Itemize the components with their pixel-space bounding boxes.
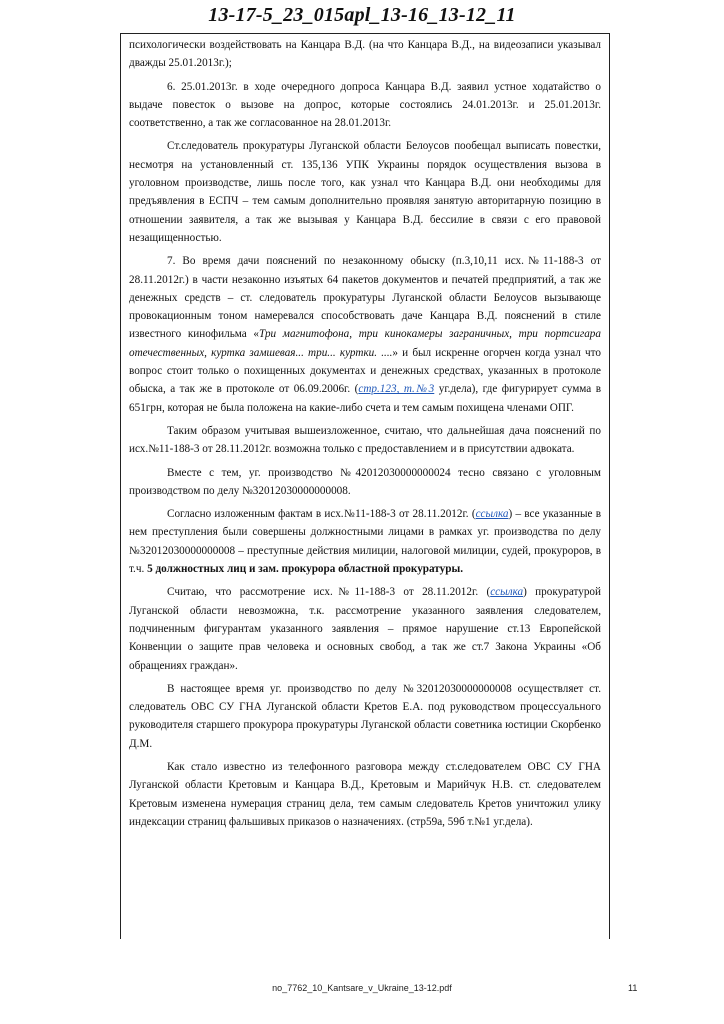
paragraph-item-7-text-c: уг.дела), где фигурирует сумма в 651грн, которая не была положена на какие-либо счета и тем самым похищена членами ОПГ. [129,383,601,414]
page-number: 11 [628,983,638,993]
paragraph-item-7-text-b: » и был искренне огорчен когда узнал что вопрос стоит только о похищенных документах и денежных средствах, указанных в протоколе обыска, а так же в протоколе от 06.09.2006г. ( [129,346,601,396]
paragraph-investigator: В настоящее время уг. производство по делу №32012030000000008 осуществляет ст. следователь ОВС СУ ГНА Луганской области Кретов Е.А. под руководством процессуального руководителя старшего прокурора прокуратуры Луганской области советника юстиции Скорбенко Д.М. [129,682,601,750]
officials-emphasis: 5 должностных лиц и зам. прокурора областной прокуратуры. [147,563,464,576]
paragraph-summons: Ст.следователь прокуратуры Луганской области Белоусов пообещал выписать повестки, несмотря на установленный ст. 135,136 УПК Украины порядок осуществления вызова в уголовном производстве, лишь после того, как узнал что Канцара В.Д. они необходимы для предъявления в ЕСПЧ – тем самым дополнительно проявляя занятую авторитарную позицию в отношении заявителя, а так же вызывая у Канцара В.Д. бессилие в связи с его правовой незащищенностью. [129,140,601,244]
document-header-title: 13-17-5_23_015apl_13-16_13-12_11 [208,4,516,26]
reference-link-2[interactable]: ссылка [490,586,524,599]
paragraph-item-6: 6. 25.01.2013г. в ходе очередного допроса Канцара В.Д. заявил устное ходатайство о выдаче повесток о вызове на допрос, которые состоялись 24.01.2013г. и 25.01.2013г. соответственно, а так же согласованное на 28.01.2013г. [129,80,601,130]
footer-filename: no_7762_10_Kantsare_v_Ukraine_13-12.pdf [272,983,452,993]
paragraph-phone-call: Как стало известно из телефонного разговора между ст.следователем ОВС СУ ГНА Луганской области Кретовым и Канцара В.Д., Кретовым и Марийчук Н.В. ст. следователем Кретовым изменена нумерация страниц дела, тем самым следователь Кретов уничтожил улику индексации страниц фальшивых приказов о назначениях. (стр59а, 59б т.№1 уг.дела). [129,760,601,828]
paragraph-consideration-text-a: Считаю, что рассмотрение исх.№11-188-3 от 28.11.2012г. ( [167,586,491,599]
paragraph-facts [129,505,601,578]
film-quote: Три магнитофона, три кинокамеры заграничных, три портсигара отечественных, куртка замшевая... три... куртки. .... [129,328,601,359]
paragraph-conclusion: Таким образом учитывая вышеизложенное, считаю, что дальнейшая дача пояснений по исх.№11-188-3 от 28.11.2012г. возможна только с предоставлением и в присутствии адвоката. [129,424,601,456]
paragraph-consideration-text-b: ) прокуратурой Луганской области невозможна, т.к. рассмотрение указанного заявления следователем, подчиненным фигурантам указанного заявления – прямое нарушение ст.13 Европейской Конвенции о защите прав человека и основных свобод, а так же ст.7 Закона Украины «Об обращениях граждан». [129,586,602,672]
case-page-link[interactable]: стр.123, т.№3 [358,383,435,396]
reference-link-1[interactable]: ссылка [475,508,509,521]
paragraph-item-7 [129,252,601,417]
paragraph-facts-text-a: Согласно изложенным фактам в исх.№11-188-3 от 28.11.2012г. ( [167,508,476,521]
document-body [129,36,601,836]
paragraph-related-case: Вместе с тем, уг. производство №42012030000000024 тесно связано с уголовным производством по делу №32012030000000008. [129,466,601,497]
paragraph-consideration [129,583,601,674]
paragraph-continuation: психологически воздействовать на Канцара В.Д. (на что Канцара В.Д., на видеозаписи указывал дважды 25.01.2013г.); [129,39,601,70]
paragraph-item-7-text-a: 7. Во время дачи пояснений по незаконному обыску (п.3,10,11 исх.№11-188-3 от 28.11.2012г.) в части незаконно изъятых 64 пакетов документов и печатей предприятий, а так же денежных средств – ст. следователь прокуратуры Луганской области Белоусов вызывающе провокационным тоном намеревался способствовать даче Канцара В.Д. пояснений в стиле известного кинофильма « [129,255,601,341]
paragraph-facts-text-b: ) – все указанные в нем преступления были совершены должностными лицами в рамках уг. производства по делу №32012030000000008 – преступные действия милиции, налоговой милиции, судей, прокуроров, в т.ч. [129,508,601,576]
